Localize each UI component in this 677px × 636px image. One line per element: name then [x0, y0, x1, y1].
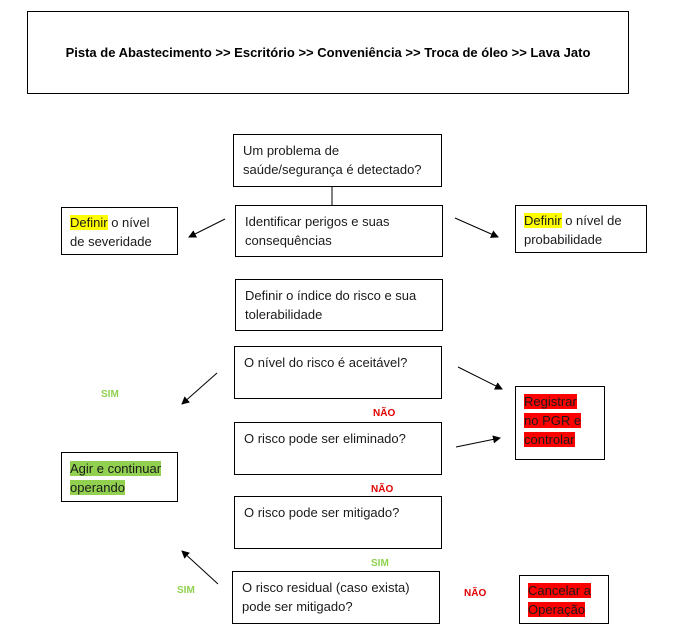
label-sim-mitigate: SIM: [371, 558, 389, 569]
probability-highlight: Definir: [524, 213, 562, 228]
severity-rest: o nível: [107, 215, 150, 230]
probability-rest: o nível de: [561, 213, 622, 228]
mitigate-risk-box: [234, 496, 442, 549]
eliminate-line1: O risco pode ser eliminado?: [244, 431, 406, 446]
act-continue-box: [61, 452, 178, 502]
act-line2: operando: [70, 480, 125, 495]
detect-problem-box: [233, 134, 442, 187]
detect-line1: Um problema de: [243, 143, 340, 158]
severity-box: [61, 207, 178, 255]
arrow-acceptable-yes: [182, 373, 217, 404]
label-nao-eliminate: NÃO: [371, 484, 394, 495]
acceptable-line1: O nível do risco é aceitável?: [244, 355, 408, 370]
label-sim-acceptable: SIM: [101, 389, 119, 400]
risk-index-line1: Definir o índice do risco e sua: [245, 288, 417, 303]
identify-hazards-box: [235, 205, 443, 257]
register-pgr-box: [515, 386, 605, 460]
register-line1: Registrar: [524, 394, 577, 409]
identify-line1: Identificar perigos e suas: [245, 214, 390, 229]
severity-highlight: Definir: [70, 215, 108, 230]
label-nao-residual: NÃO: [464, 588, 487, 599]
cancel-line2: Operação: [528, 602, 586, 617]
register-line2: no PGR e: [524, 413, 582, 428]
acceptable-risk-box: [234, 346, 442, 399]
identify-line2: consequências: [245, 233, 332, 248]
probability-box: [515, 205, 647, 253]
residual-line2: pode ser mitigado?: [242, 599, 353, 614]
arrow-to-probability: [455, 218, 498, 237]
arrow-to-severity: [189, 219, 225, 237]
arrow-acceptable-register: [458, 367, 502, 389]
label-nao-acceptable: NÃO: [373, 408, 396, 419]
arrow-eliminate-register: [456, 438, 500, 447]
severity-line2: de severidade: [70, 234, 152, 249]
arrow-residual-yes: [182, 551, 218, 584]
mitigate-line1: O risco pode ser mitigado?: [244, 505, 400, 520]
register-line3: controlar: [524, 432, 575, 447]
eliminate-risk-box: [234, 422, 442, 475]
label-sim-residual: SIM: [177, 585, 195, 596]
probability-line2: probabilidade: [524, 232, 603, 247]
act-line1: Agir e continuar: [70, 461, 162, 476]
cancel-operation-box: [519, 575, 609, 624]
residual-line1: O risco residual (caso exista): [242, 580, 410, 595]
residual-risk-box: [232, 571, 440, 624]
cancel-line1: Cancelar a: [528, 583, 591, 598]
risk-index-box: [235, 279, 443, 331]
process-flow-text: Pista de Abastecimento >> Escritório >> Conveniência >> Troca de óleo >> Lava Jato: [65, 45, 591, 60]
risk-index-line2: tolerabilidade: [245, 307, 323, 322]
detect-line2: saúde/segurança é detectado?: [243, 162, 422, 177]
